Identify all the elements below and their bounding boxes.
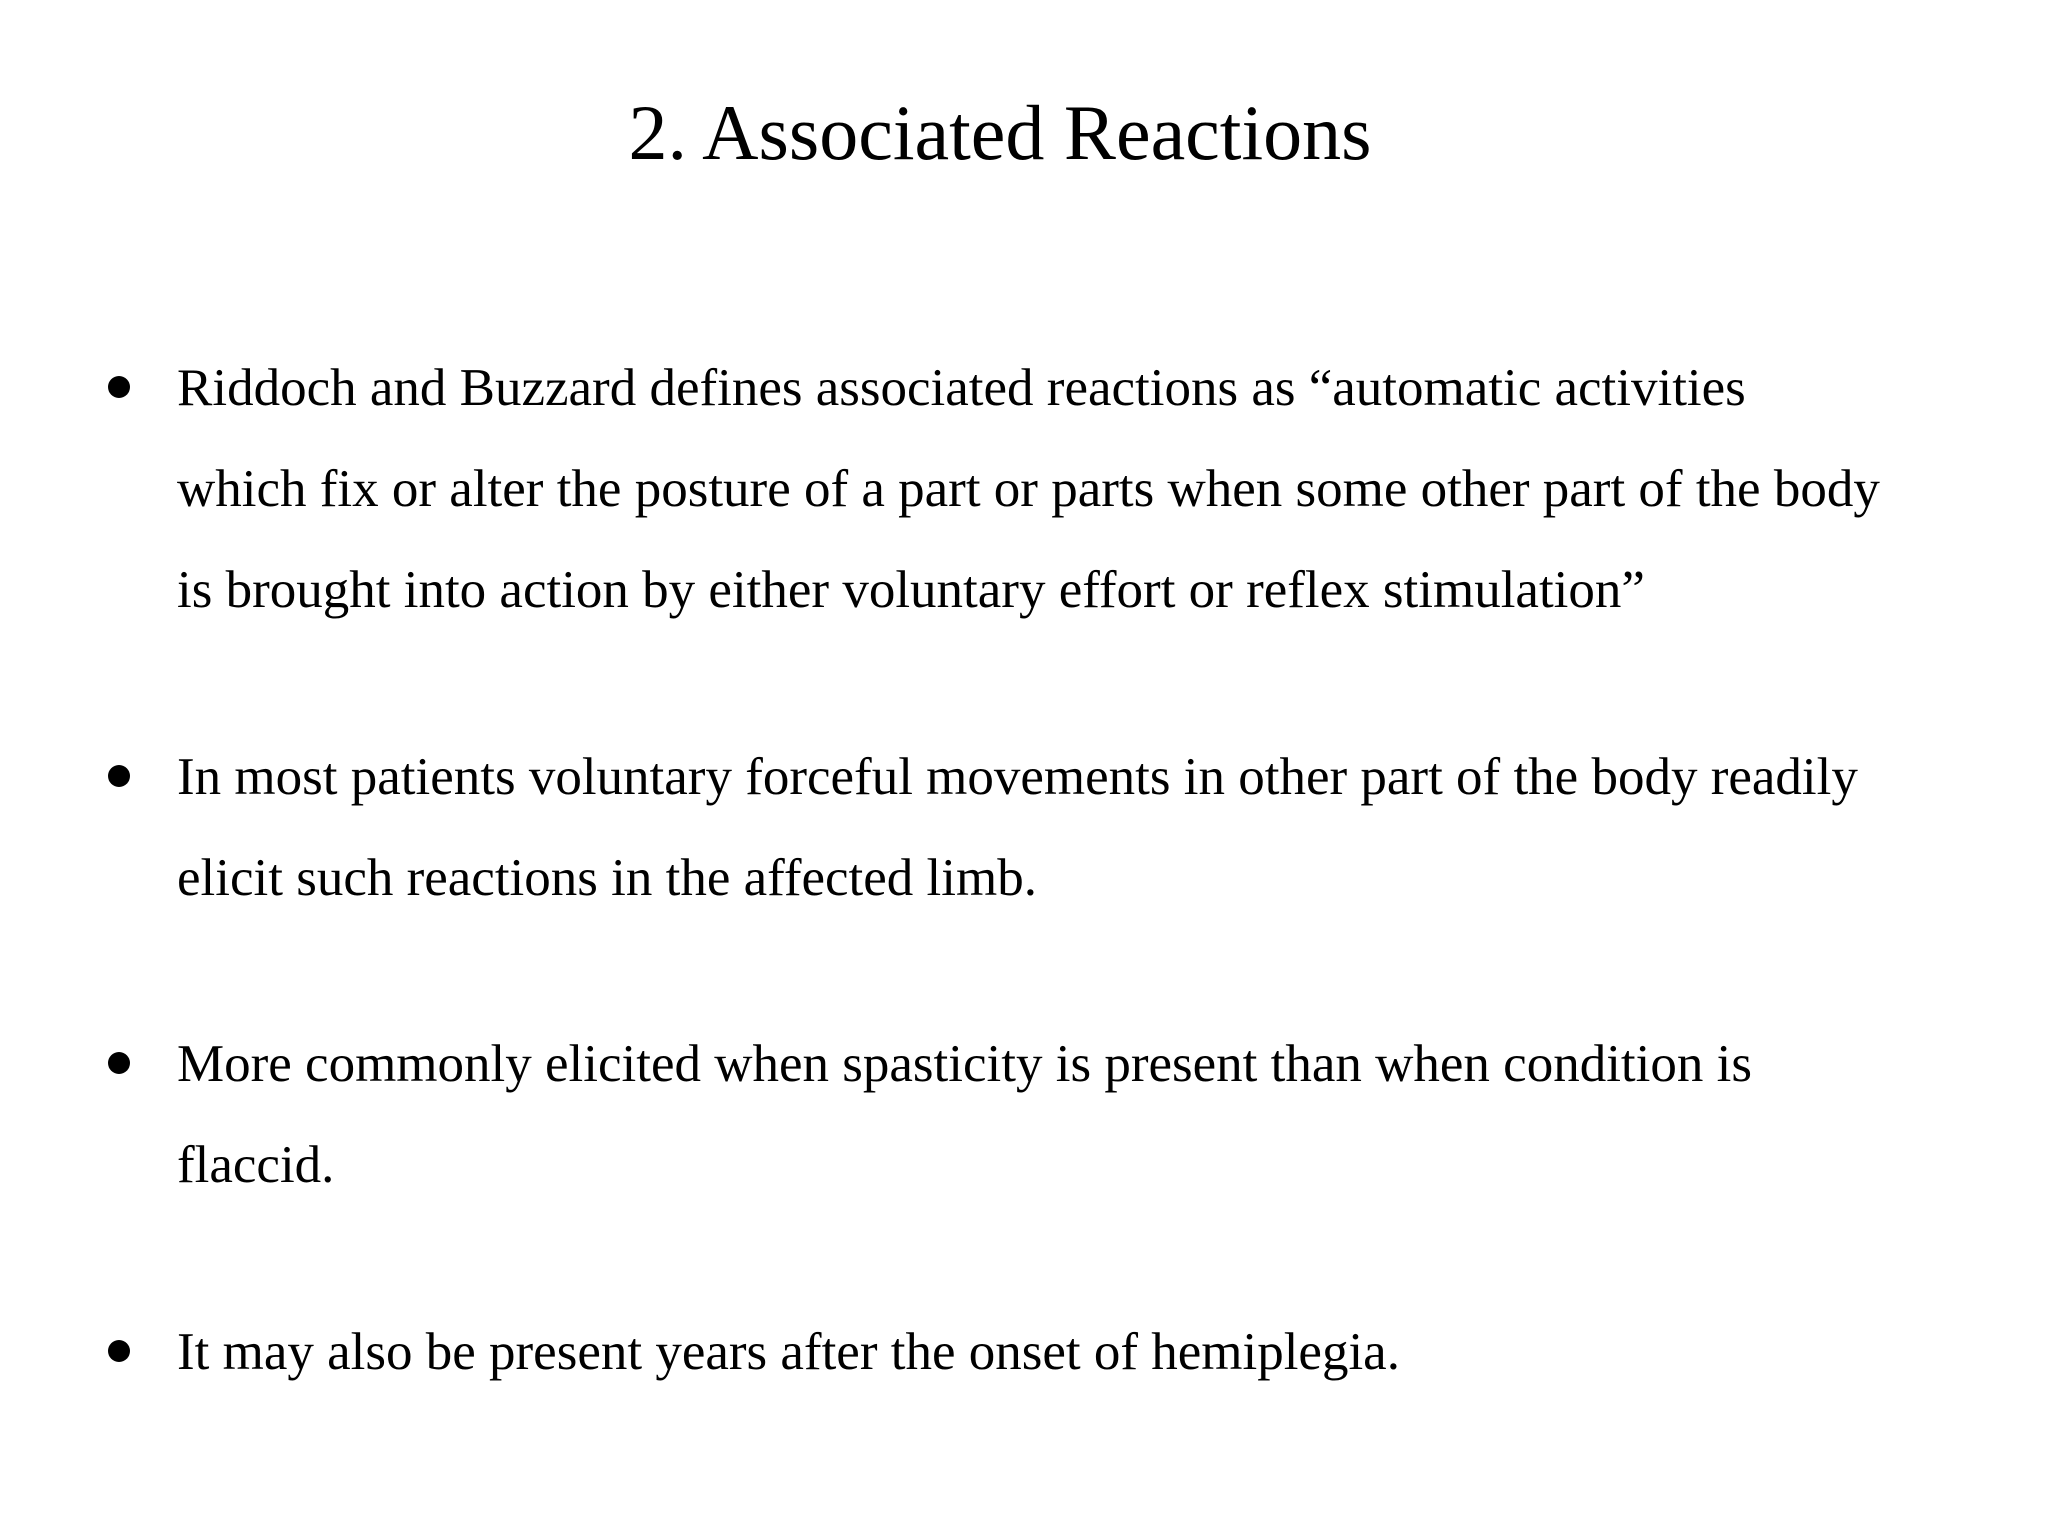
bullet-icon [108,765,130,787]
bullet-text: Riddoch and Buzzard defines associated reactions as “automatic activities which fix or alter the posture of a part or parts when some other part of the body is brought into action by either voluntary effort or reflex stimulation” [177,359,1880,619]
bullet-icon [108,376,130,398]
bullet-text: In most patients voluntary forceful movements in other part of the body readily elicit such reactions in the affected limb. [177,748,1858,907]
bullet-text: More commonly elicited when spasticity is present than when condition is flaccid. [177,1035,1752,1194]
bullet-icon [108,1340,130,1362]
slide-title: 2. Associated Reactions [628,89,1372,176]
bullet-text: It may also be present years after the onset of hemiplegia. [177,1323,1400,1381]
bullet-icon [108,1052,130,1074]
